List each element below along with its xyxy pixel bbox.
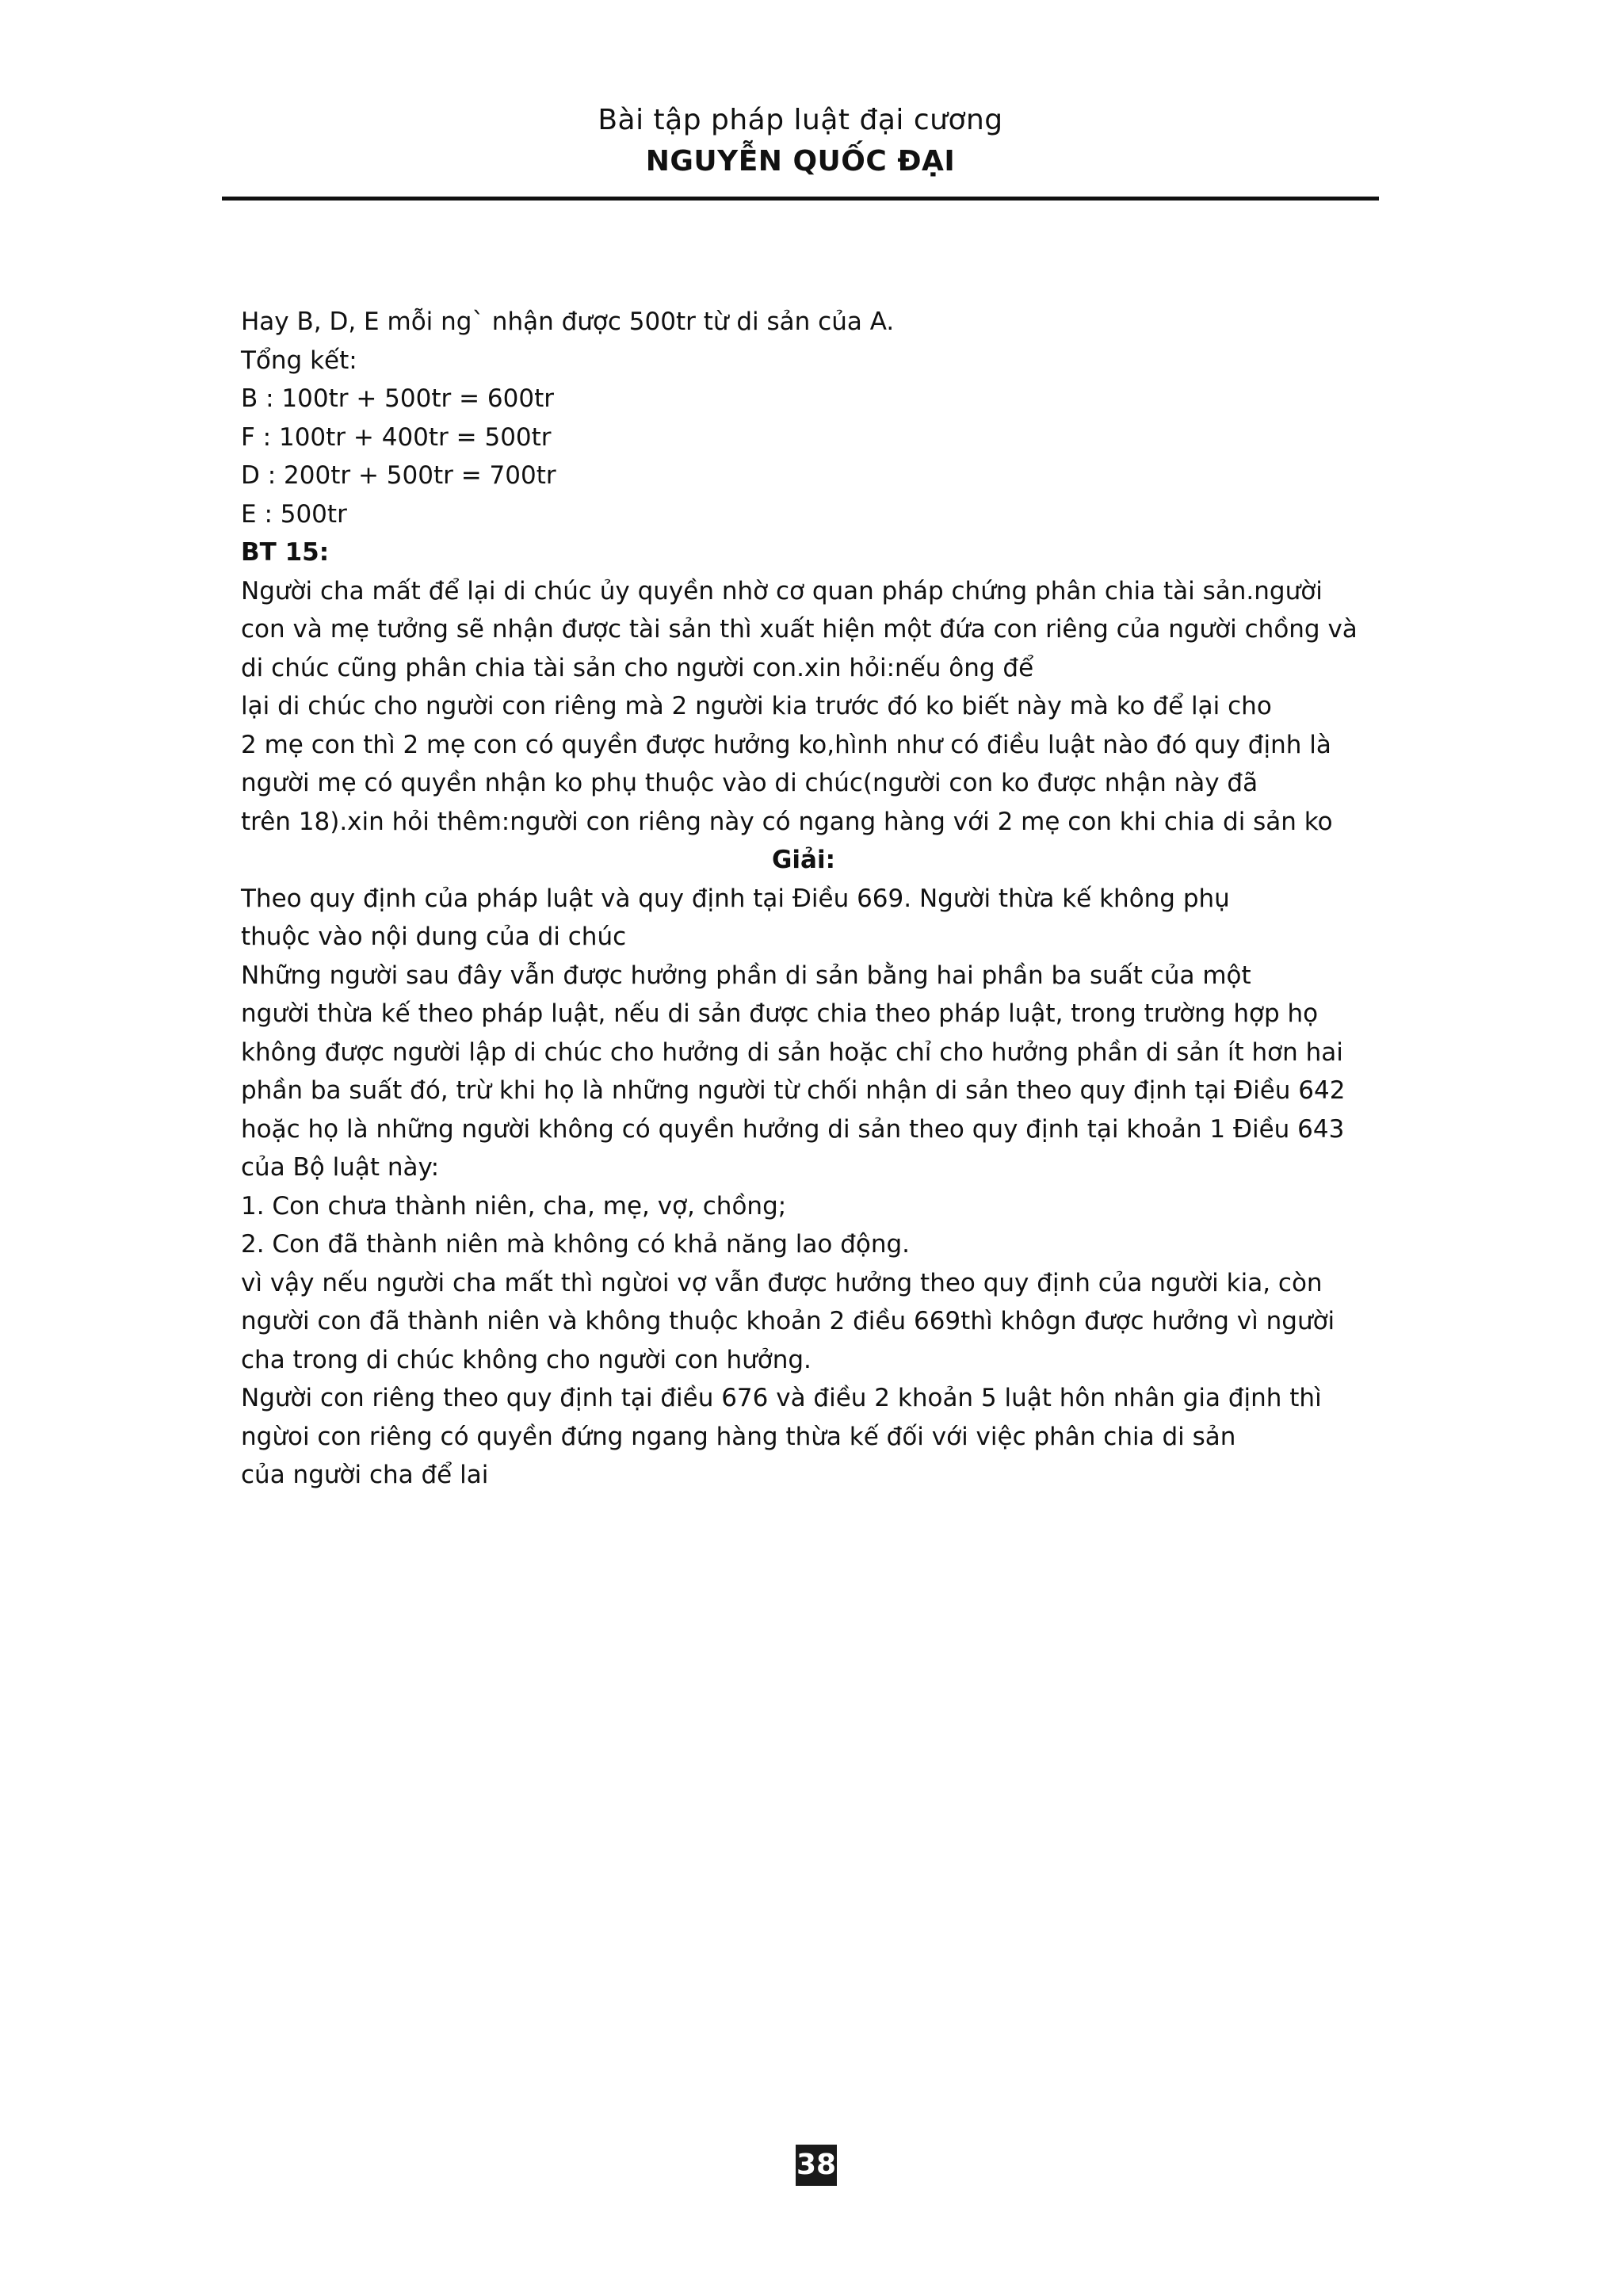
summary-line: E : 500tr [241, 499, 347, 529]
answer-line: cha trong di chúc không cho người con hưởng. [241, 1345, 812, 1374]
answer-line: vì vậy nếu người cha mất thì ngừoi vợ vẫn được hưởng theo quy định của người kia, còn [241, 1268, 1323, 1297]
page-number: 38 [796, 2145, 837, 2186]
question-line: trên 18).xin hỏi thêm:người con riêng này có ngang hàng với 2 mẹ con khi chia di sản ko [241, 807, 1333, 836]
document-title: Bài tập pháp luật đại cương [598, 104, 1003, 136]
question-line: di chúc cũng phân chia tài sản cho người con.xin hỏi:nếu ông để [241, 653, 1034, 682]
summary-line: F : 100tr + 400tr = 500tr [241, 422, 552, 452]
page-header [222, 101, 1379, 181]
summary-heading: Tổng kết: [241, 346, 357, 375]
answer-line: người thừa kế theo pháp luật, nếu di sản được chia theo pháp luật, trong trường hợp họ [241, 999, 1319, 1028]
solution-heading: Giải: [771, 846, 835, 874]
answer-line: Người con riêng theo quy định tại điều 676 và điều 2 khoản 5 luật hôn nhân gia định thì [241, 1384, 1322, 1412]
answer-line: Những người sau đây vẫn được hưởng phần di sản bằng hai phần ba suất của một [241, 961, 1251, 990]
document-body [241, 303, 1398, 1495]
summary-line: B : 100tr + 500tr = 600tr [241, 384, 554, 413]
list-item: 2. Con đã thành niên mà không có khả năng lao động. [241, 1230, 911, 1259]
answer-line: phần ba suất đó, trừ khi họ là những người từ chối nhận di sản theo quy định tại Điều 642 [241, 1076, 1346, 1105]
question-line: người mẹ có quyền nhận ko phụ thuộc vào di chúc(người con ko được nhận này đã [241, 769, 1258, 797]
answer-line: ngừoi con riêng có quyền đứng ngang hàng thừa kế đối với việc phân chia di sản [241, 1422, 1236, 1451]
question-line: con và mẹ tưởng sẽ nhận được tài sản thì xuất hiện một đứa con riêng của người chồng và [241, 615, 1358, 644]
answer-line: thuộc vào nội dung của di chúc [241, 923, 627, 951]
question-line: lại di chúc cho người con riêng mà 2 người kia trước đó ko biết này mà ko để lại cho [241, 692, 1272, 720]
answer-line: hoặc họ là những người không có quyền hưởng di sản theo quy định tại khoản 1 Điều 643 [241, 1114, 1345, 1144]
answer-line: Theo quy định của pháp luật và quy định tại Điều 669. Người thừa kế không phụ [241, 884, 1230, 913]
summary-line: D : 200tr + 500tr = 700tr [241, 461, 556, 490]
text-line: Hay B, D, E mỗi ng` nhận được 500tr từ di sản của A. [241, 308, 895, 336]
answer-line: không được người lập di chúc cho hưởng di sản hoặc chỉ cho hưởng phần di sản ít hơn hai [241, 1037, 1343, 1067]
exercise-heading: BT 15: [241, 538, 330, 567]
answer-line: của Bộ luật này: [241, 1153, 440, 1182]
author-name: NGUYỄN QUỐC ĐẠI [645, 145, 956, 178]
question-line: Người cha mất để lại di chúc ủy quyền nhờ cơ quan pháp chứng phân chia tài sản.người [241, 576, 1323, 606]
question-line: 2 mẹ con thì 2 mẹ con có quyền được hưởng ko,hình như có điều luật nào đó quy định là [241, 730, 1331, 759]
list-item: 1. Con chưa thành niên, cha, mẹ, vợ, chồng; [241, 1191, 787, 1221]
header-divider [222, 197, 1379, 201]
answer-line: người con đã thành niên và không thuộc khoản 2 điều 669thì khôgn được hưởng vì người [241, 1307, 1335, 1335]
answer-line: của người cha để lai [241, 1461, 489, 1489]
